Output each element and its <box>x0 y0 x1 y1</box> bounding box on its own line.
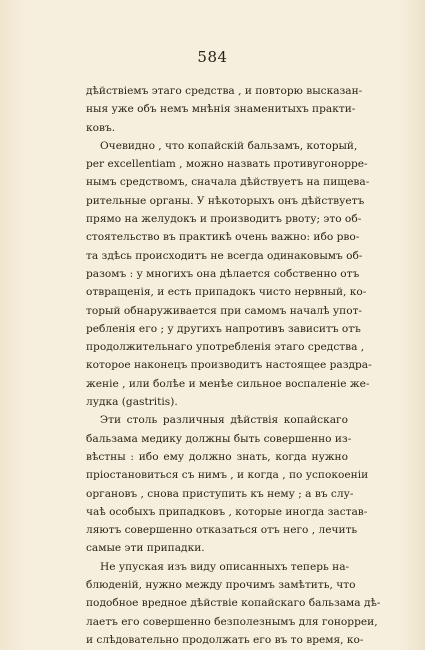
text-line: продолжительнаго употребленія этаго средства , <box>86 341 365 354</box>
text-line: лаетъ его совершенно безполезнымъ для гонорреи, <box>86 615 378 628</box>
text-line: лудка (gastritis). <box>86 396 178 409</box>
text-line: та здѣсь происходитъ не всегда одинаковымъ об- <box>86 249 363 262</box>
text-line: разомъ : у многихъ она дѣлается собственно отъ <box>86 267 360 280</box>
text-line: ляютъ совершенно отказаться отъ него , лечить <box>86 524 358 537</box>
text-line: прямо на желудокъ и производитъ рвоту; это об- <box>86 213 362 226</box>
body-text <box>86 82 381 649</box>
text-line: дѣйствіемъ этаго средства , и повторю высказан- <box>86 85 363 97</box>
text-line: ковъ. <box>86 121 116 134</box>
text-line: стоятельство въ практикѣ очень важно: ибо рво- <box>86 231 360 244</box>
text-line: отвращенія, и есть припадокъ чисто нервный, ко- <box>86 286 367 299</box>
text-line: per excellentiam , можно назвать противугонорре- <box>86 158 368 171</box>
text-line: рительные органы. У нѣкоторыхъ онъ дѣйствуетъ <box>86 194 365 207</box>
paragraph-start-line: Очевидно , что копайскій бальзамъ, который, <box>100 139 358 152</box>
paragraph-start-line: Не упуская изъ виду описанныхъ теперь на- <box>100 560 350 573</box>
text-line: пріостановиться съ нимъ , и когда , по успокоеніи <box>86 469 369 482</box>
page-number: 584 <box>197 48 228 66</box>
text-line: подобное вредное дѣйствіе копайскаго бальзама дѣ- <box>86 597 381 610</box>
text-line: которое наконецъ производитъ настоящее раздра- <box>86 359 372 372</box>
text-line: чаѣ особыхъ припадковъ , которые иногда застав- <box>86 505 368 518</box>
text-line: и слѣдовательно продолжать его въ то время, ко- <box>86 633 364 646</box>
text-line: ребленія его ; у другихъ напротивъ зависитъ отъ <box>86 322 361 335</box>
text-line: женіе , или болѣе и менѣе сильное воспаленіе же- <box>86 377 370 390</box>
text-line: вѣстны : ибо ему должно знать, когда нужно <box>86 450 348 463</box>
text-line: бальзама медику должны быть совершенно из- <box>86 432 352 445</box>
text-line: торый обнаруживается при самомъ началѣ упот- <box>86 304 363 317</box>
paragraph-start-line: Эти столь различныя дѣйствія копайскаго <box>100 414 348 427</box>
text-line: нымъ средствомъ, сначала дѣйствуетъ на пищева- <box>86 176 370 189</box>
text-line: самые эти припадки. <box>86 542 205 555</box>
text-line: органовъ , снова приступить къ нему ; а въ слу- <box>86 487 354 500</box>
text-line: блюденій, нужно между прочимъ замѣтить, что <box>86 579 356 592</box>
text-line: ныя уже объ немъ мнѣнія знаменитыхъ практи- <box>86 103 356 116</box>
